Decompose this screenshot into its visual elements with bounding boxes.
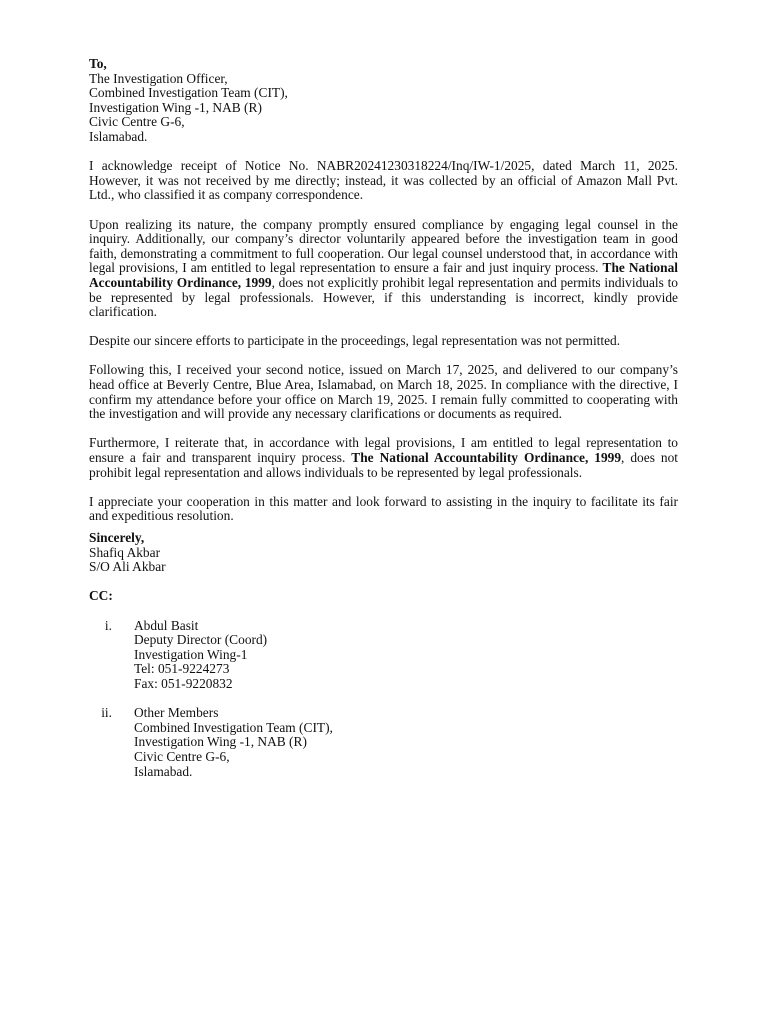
cc-line: Fax: 051-9220832 (134, 675, 233, 691)
cc-label: CC: (89, 588, 113, 604)
paragraph-reiteration (89, 436, 678, 480)
cc-item (89, 619, 678, 692)
letter-page (89, 57, 678, 779)
signature-block (89, 531, 678, 575)
ordinance-name: The National Accountability Ordinance, 1999 (351, 450, 622, 466)
paragraph-appreciation: I appreciate your cooperation in this matter and look forward to assisting in the inquiry to facilitate its fair and expeditious resolution. (89, 493, 678, 524)
salutation: To, (89, 56, 107, 71)
address-line: Combined Investigation Team (CIT), (89, 85, 288, 101)
paragraph-legal-counsel (89, 218, 678, 320)
cc-item (89, 706, 678, 779)
cc-line: Islamabad. (134, 763, 193, 779)
paragraph-notice-receipt: I acknowledge receipt of Notice No. NABR20241230318224/Inq/IW-1/2025, dated March 11, 2025. However, it was not received by me directly; instead, it was collected by an official of Amazon Mall Pvt. Ltd., who classified it as company correspondence. (89, 158, 678, 203)
cc-line: Deputy Director (Coord) (134, 632, 268, 648)
address-line: Islamabad. (89, 128, 148, 144)
cc-line: Tel: 051-9224273 (134, 661, 230, 677)
cc-line: Investigation Wing-1 (134, 646, 248, 662)
address-line: Civic Centre G-6, (89, 114, 185, 130)
address-line: The Investigation Officer, (89, 70, 228, 86)
paragraph-text: , does not explicitly prohibit legal representation and permits individuals to be represented by legal professionals. However, if this understanding is incorrect, kindly provide clarification. (89, 274, 678, 320)
cc-list (89, 619, 678, 780)
recipient-address (89, 57, 678, 145)
signer-relation: S/O Ali Akbar (89, 559, 166, 575)
paragraph-second-notice: Following this, I received your second notice, issued on March 17, 2025, and delivered to our company’s head office at Beverly Centre, Blue Area, Islamabad, on March 18, 2025. In compliance with the directive, I confirm my attendance before your office on March 19, 2025. I remain fully committed to cooperating with the investigation and will provide any necessary clarifications or documents as required. (89, 362, 678, 422)
cc-line: Investigation Wing -1, NAB (R) (134, 734, 307, 750)
cc-line: Abdul Basit (134, 617, 199, 633)
paragraph-representation-denied: Despite our sincere efforts to participate in the proceedings, legal representation was not permitted. (89, 333, 621, 349)
signer-name: Shafiq Akbar (89, 544, 161, 560)
cc-line: Civic Centre G-6, (134, 748, 230, 764)
cc-item-number: i. (104, 617, 112, 633)
cc-line: Combined Investigation Team (CIT), (134, 719, 333, 735)
cc-item-number: ii. (101, 705, 112, 721)
cc-line: Other Members (134, 705, 219, 721)
paragraph-text: Upon realizing its nature, the company promptly ensured compliance by engaging legal counsel in the inquiry. Additionally, our company’s director voluntarily appeared before the investigation team in good faith, demonstrating a commitment to full cooperation. Our legal counsel understood that, in accordance with legal provisions, I am entitled to legal representation to ensure a fair and just inquiry process. (89, 216, 678, 276)
ordinance-name: The National Accountability Ordinance, 1999 (89, 260, 678, 290)
paragraph-text: Furthermore, I reiterate that, in accordance with legal provisions, I am entitled to legal representation to ensure a fair and transparent inquiry process. (89, 435, 678, 466)
address-line: Investigation Wing -1, NAB (R) (89, 99, 262, 115)
closing-label: Sincerely, (89, 530, 145, 545)
paragraph-text: , does not prohibit legal representation and allows individuals to be represented by legal professionals. (89, 450, 678, 480)
